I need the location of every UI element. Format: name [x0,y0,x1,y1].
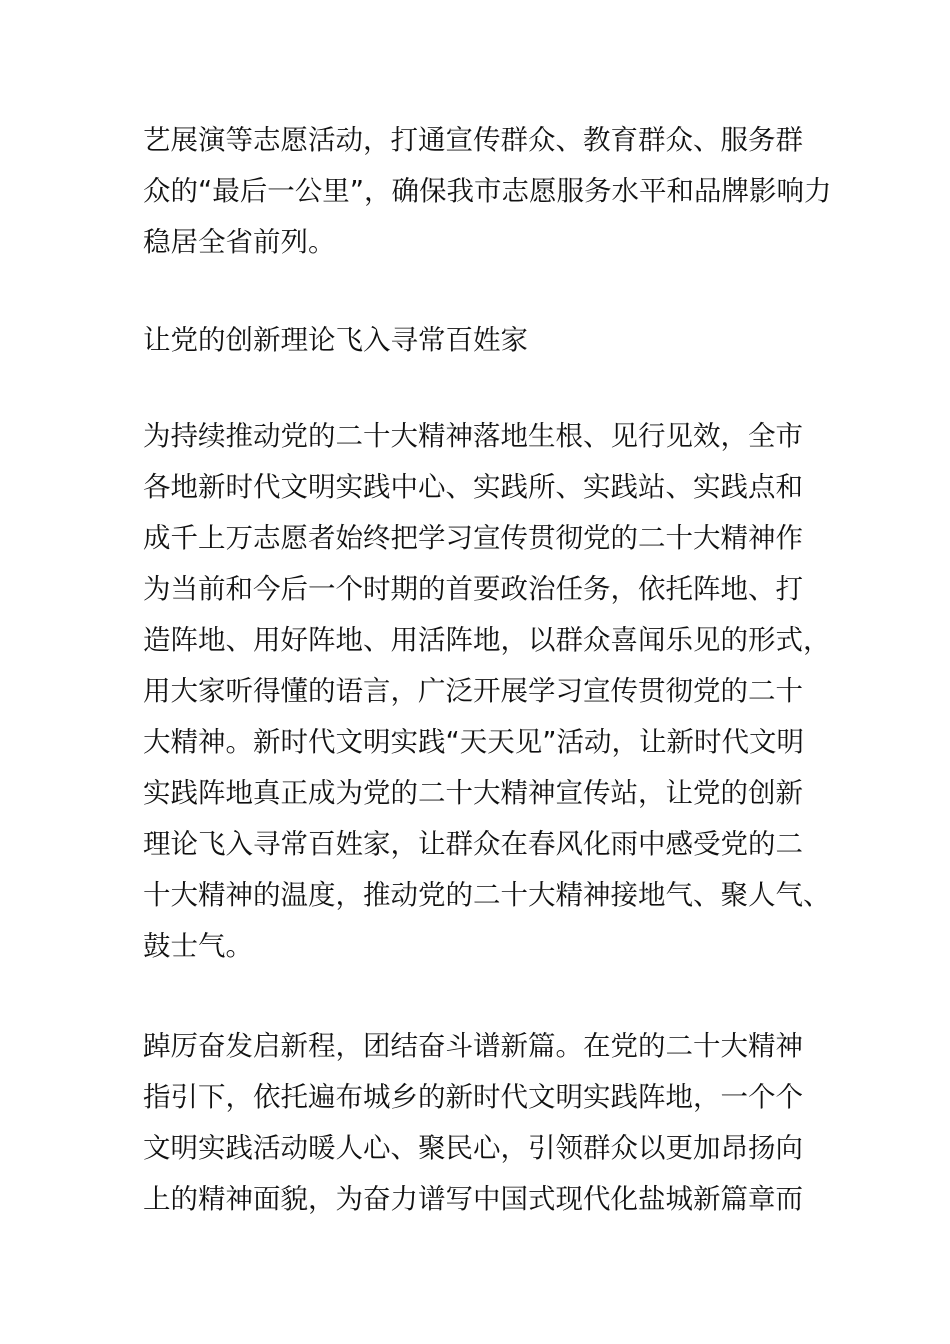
text-line: 造阵地、用好阵地、用活阵地，以群众喜闻乐见的形式， [143,624,831,656]
text-line: 各地新时代文明实践中心、实践所、实践站、实践点和 [143,471,803,503]
text-line: 众的“最后一公里”，确保我市志愿服务水平和品牌影响力 [143,175,832,207]
text-line: 鼓士气。 [143,930,253,962]
text-line: 用大家听得懂的语言，广泛开展学习宣传贯彻党的二十 [143,675,803,707]
text-line: 艺展演等志愿活动，打通宣传群众、教育群众、服务群 [143,124,803,156]
text-line: 为持续推动党的二十大精神落地生根、见行见效，全市 [143,420,803,452]
text-line: 理论飞入寻常百姓家，让群众在春风化雨中感受党的二 [143,828,803,860]
text-line: 文明实践活动暖人心、聚民心，引领群众以更加昂扬向 [143,1132,803,1164]
text-line: 为当前和今后一个时期的首要政治任务，依托阵地、打 [143,573,803,605]
text-line: 指引下，依托遍布城乡的新时代文明实践阵地，一个个 [143,1081,803,1113]
text-line: 让党的创新理论飞入寻常百姓家 [143,324,528,356]
text-line: 实践阵地真正成为党的二十大精神宣传站，让党的创新 [143,777,803,809]
text-line: 大精神。新时代文明实践“天天见”活动，让新时代文明 [143,726,804,758]
text-line: 成千上万志愿者始终把学习宣传贯彻党的二十大精神作 [143,522,803,554]
text-line: 稳居全省前列。 [143,226,336,258]
text-line: 十大精神的温度，推动党的二十大精神接地气、聚人气、 [143,879,831,911]
text-line: 上的精神面貌，为奋力谱写中国式现代化盐城新篇章而 [143,1183,803,1215]
text-line: 踔厉奋发启新程，团结奋斗谱新篇。在党的二十大精神 [143,1030,803,1062]
